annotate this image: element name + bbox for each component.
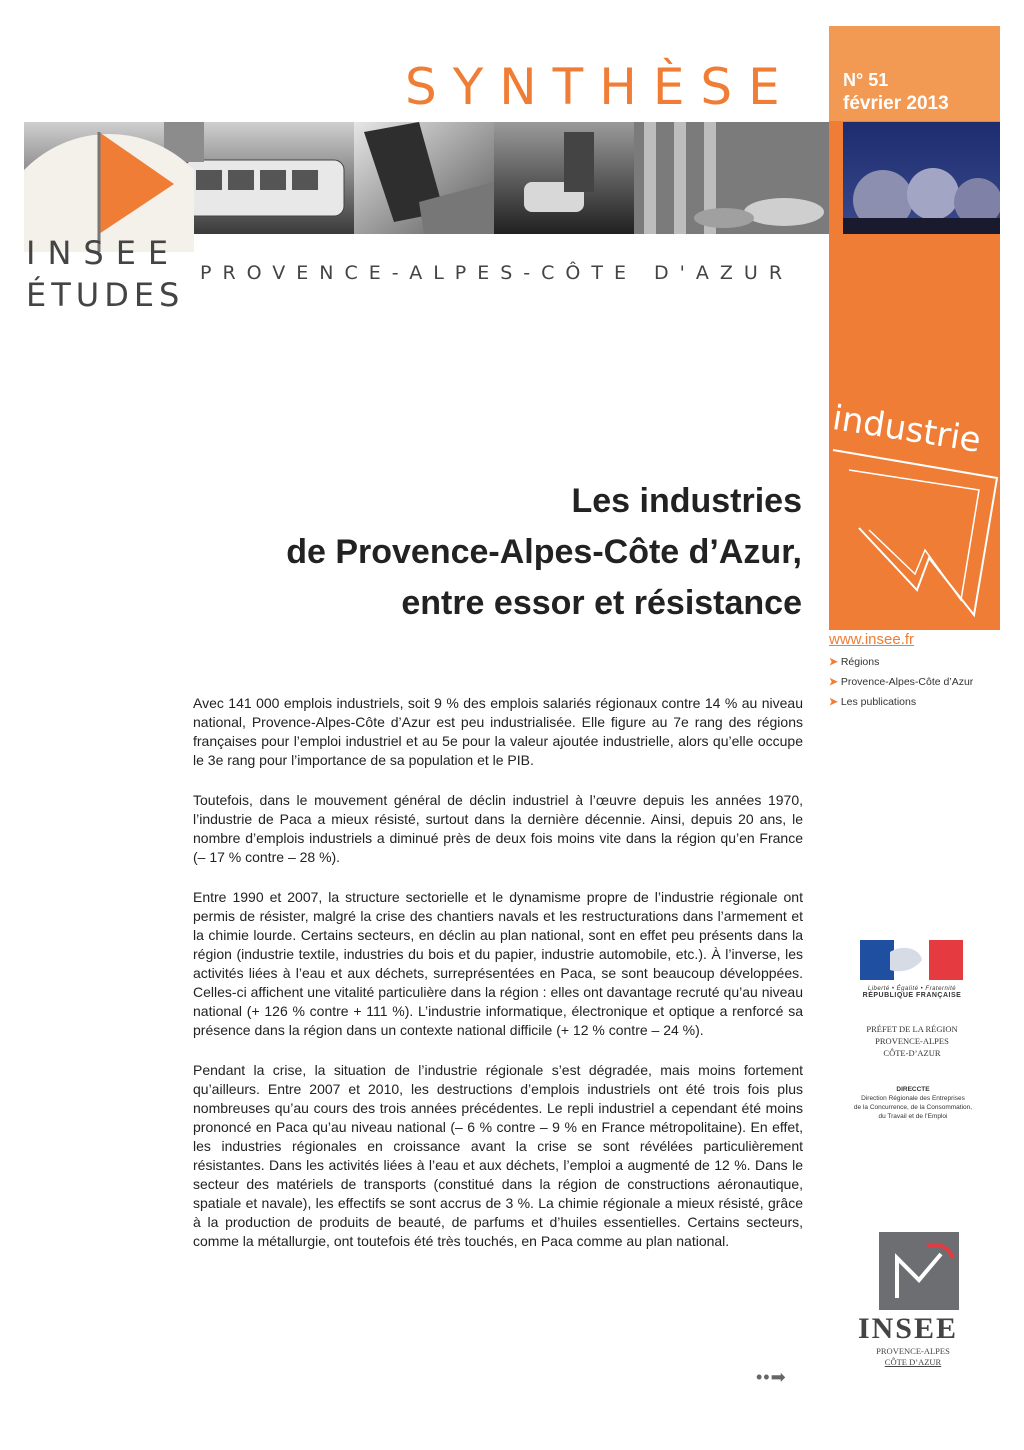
marianne-logo-icon [860, 940, 963, 980]
arrow-icon: ➤ [829, 676, 838, 688]
brand-insee: INSEE [26, 234, 181, 272]
link-item[interactable] [829, 692, 973, 712]
issue-date: février 2013 [843, 93, 949, 114]
insee-region-line: CÔTE D’AZUR [884, 1357, 942, 1367]
paragraph: Toutefois, dans le mouvement général de déclin industriel à l’œuvre depuis les années 1970, l’industrie de Paca a mieux résisté, surtout dans la dernière décennie. Ainsi, depuis 20 ans, le nombre d’emplois industriels a diminué près de deux fois moins vite dans la région qu’en France (– 17 % contre – 28 %). [193, 792, 803, 865]
prefet-line: CÔTE-D’AZUR [883, 1048, 941, 1058]
paragraph: Entre 1990 et 2007, la structure sectorielle et le dynamisme propre de l’industrie régionale ont permis de résister, malgré la crise des chantiers navals et les restructurations dans l’armement et la chimie lourde. Certains secteurs, en déclin au plan national, sont en effet peu présents dans la région (industrie textile, industries du bois et du papier, industrie automobile, etc.). À l’inverse, les activités liées à l’eau et aux déchets, surreprésentées en Paca, se sont beaucoup développées. Celles-ci affichent une vitalité particulière dans la région : elles ont davantage recruté qu’au niveau national (+ 126 % contre + 111 %). L’industrie informatique, électronique et optique a renforcé sa présence dans la région dans un contexte national difficile (+ 12 % contre – 24 %). [193, 889, 803, 1038]
insee-logo-icon [879, 1232, 959, 1310]
direccte-title: DIRECCTE [896, 1086, 930, 1093]
summary-text [193, 694, 803, 1272]
link-label: Les publications [840, 696, 917, 708]
direccte-line: Direction Régionale des Entreprises [861, 1095, 965, 1102]
title-line: Les industries [571, 482, 802, 520]
arrow-icon: ➤ [829, 656, 838, 668]
insee-region-line: PROVENCE-ALPES [876, 1346, 950, 1356]
republique-francaise [845, 986, 979, 999]
brand-etudes: ÉTUDES [26, 276, 185, 314]
region-name: PROVENCE-ALPES-CÔTE D'AZUR [200, 262, 794, 284]
direccte-line: de la Concurrence, de la Consommation, [853, 1104, 973, 1111]
prefet-block [840, 1023, 984, 1059]
title-line: de Provence-Alpes-Côte d’Azur, [286, 533, 802, 571]
link-label: Régions [840, 656, 880, 668]
insee-wordmark: INSEE [857, 1312, 959, 1345]
next-page-arrow-icon[interactable]: ••➡ [756, 1367, 787, 1387]
prefet-line: PROVENCE-ALPES [875, 1036, 949, 1046]
document-title [286, 476, 802, 629]
link-item[interactable] [829, 652, 973, 672]
theme-label: industrie [829, 398, 984, 461]
direccte-block [818, 1085, 1008, 1121]
link-item[interactable] [829, 672, 973, 692]
direccte-line: du Travail et de l’Emploi [878, 1113, 948, 1120]
website-link[interactable]: www.insee.fr [829, 631, 915, 648]
prefet-line: PRÉFET DE LA RÉGION [866, 1024, 958, 1034]
republic-motto: Liberté • Égalité • Fraternité [867, 986, 957, 992]
issue-number: N° 51 [843, 70, 889, 90]
title-line: entre essor et résistance [401, 584, 802, 622]
theme-pictogram-icon [829, 440, 1000, 620]
insee-logo-circle [24, 122, 194, 252]
series-title: SYNTHÈSE [405, 58, 796, 116]
insee-region [858, 1346, 968, 1368]
paragraph: Avec 141 000 emplois industriels, soit 9 % des emplois salariés régionaux contre 14 % au niveau national, Provence-Alpes-Côte d’Azur est peu industrialisée. Elle figure au 7e rang des régions françaises pour l’emploi industriel et au 5e pour la valeur ajoutée industrielle, alors qu’elle occupe le 3e rang pour l’importance de sa population et le PIB. [193, 695, 803, 768]
paragraph: Pendant la crise, la situation de l’industrie régionale s’est dégradée, mais moins fortement qu’ailleurs. Entre 2007 et 2010, les destructions d’emplois industriels ont été trois fois plus nombreuses qu’au cours des trois années précédentes. Le repli industriel a cependant été moins prononcé en Paca qu’au niveau national (– 6 % contre – 9 % en France métropolitaine). En effet, les industries régionales en croissance avant la crise se sont révélées particulièrement résistantes. Dans les activités liées à l’eau et aux déchets, l’emploi a augmenté de 12 %. Dans le secteur des matériels de transports (constitué dans la région de constructions aéronautique, spatiale et navale), les effectifs se sont accrus de 3 %. La chimie régionale a mieux résisté, grâce à la production de produits de beauté, de parfums et d’huiles essentielles. Certains secteurs, comme la métallurgie, ont toutefois été très touchés, en Paca comme au plan national. [193, 1062, 803, 1249]
link-label: Provence-Alpes-Côte d’Azur [840, 676, 974, 688]
web-links [829, 630, 973, 712]
republic-name: RÉPUBLIQUE FRANÇAISE [862, 992, 962, 999]
gas-tanks-night-image [843, 122, 1000, 234]
arrow-icon: ➤ [829, 696, 838, 708]
